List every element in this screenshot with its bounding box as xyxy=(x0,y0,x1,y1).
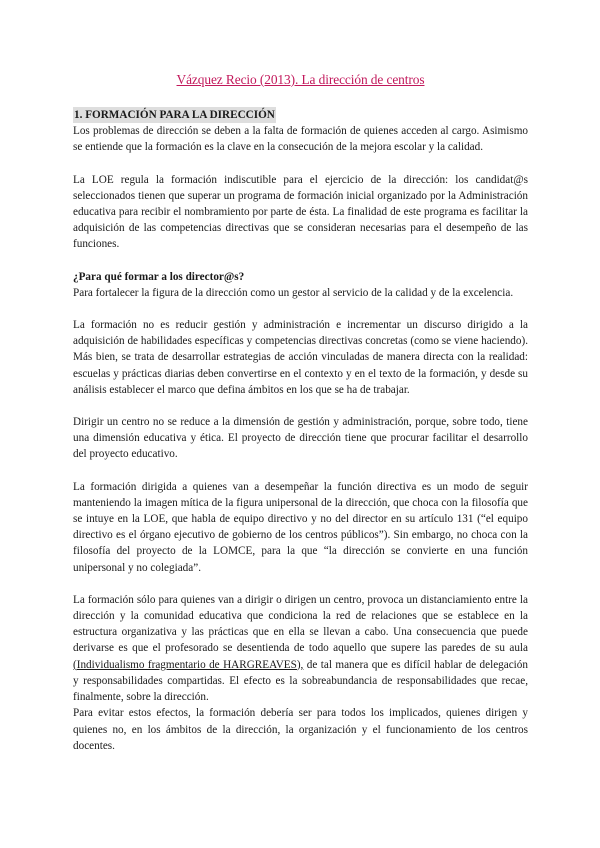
question-heading: ¿Para qué formar a los director@s? xyxy=(73,270,245,283)
paragraph: La formación dirigida a quienes van a desempeñar la función directiva es un modo de seguir manteniendo la imagen mítica de la figura unipersonal de la dirección, que choca con la filosofía que se intuye en la LOE, que habla de equipo directivo y no del director en su artículo 131 (“el equipo directivo es el órgano ejecutivo de gobierno de los centros públicos”). Sin embargo, no choca con la filosofía del proyecto de la LOMCE, para la que “la dirección se convierte en una función unipersonal y no colegiada”. xyxy=(73,480,528,574)
document-title: Vázquez Recio (2013). La dirección de centros xyxy=(176,72,425,87)
paragraph: La LOE regula la formación indiscutible para el ejercicio de la dirección: los candidat@s seleccionados tienen que superar un programa de formación inicial organizado por la Administración educativa para recibir el nombramiento por parte de ésta. La finalidad de este programa es facilitar la adquisición de las competencias directivas que se consideran necesarias para el desempeño de las funciones. xyxy=(73,173,528,251)
hargreaves-reference: (Individualismo fragmentario de HARGREAVES), xyxy=(73,658,304,671)
paragraph: La formación no es reducir gestión y administración e incrementar un discurso dirigido a la adquisición de habilidades específicas y competencias directivas concretas (como se viene haciendo). Más bien, se trata de desarrollar estrategias de acción vinculadas de manera directa con la realidad: escuelas y prácticas diarias deben convertirse en el contexto y en el texto de la formación, y desde su análisis establecer el marco que defina ámbitos en los que se ha de trabajar. xyxy=(73,319,528,396)
paragraph: Los problemas de dirección se deben a la falta de formación de quienes acceden al cargo. Asimismo se entiende que la formación es la clave en la consecución de la mejora escolar y la calidad. xyxy=(73,125,528,154)
text-run: La formación sólo para quienes van a dirigir o dirigen un centro, provoca un distanciamiento entre la dirección y la comunidad educativa que condiciona la red de relaciones que se establece en la estructura organizativa y las prácticas que en ella se llevan a cabo. Una consecuencia que puede derivarse es que el profesorado se desentienda de todo aquello que supere las paredes de su aula xyxy=(73,593,528,655)
section-heading: 1. FORMACIÓN PARA LA DIRECCIÓN xyxy=(73,107,276,123)
text-run: de tal manera que es difícil hablar de delegación y responsabilidades compartidas. El efecto es la sobreabundancia de responsabilidades que recae, finalmente, sobre la dirección. xyxy=(73,658,528,704)
paragraph xyxy=(73,592,528,705)
paragraph: Para evitar estos efectos, la formación debería ser para todos los implicados, quienes dirigen y quienes no, en los ámbitos de la dirección, la organización y el funcionamiento de los centros docentes. xyxy=(73,707,528,752)
paragraph: Para fortalecer la figura de la dirección como un gestor al servicio de la calidad y de la excelencia. xyxy=(73,286,514,299)
section-formacion xyxy=(73,105,528,253)
paragraph: Dirigir un centro no se reduce a la dimensión de gestión y administración, porque, sobre todo, tiene una dimensión educativa y ética. El proyecto de dirección tiene que procurar facilitar el desarrollo del proyecto educativo. xyxy=(73,416,528,461)
section-question xyxy=(73,269,528,754)
